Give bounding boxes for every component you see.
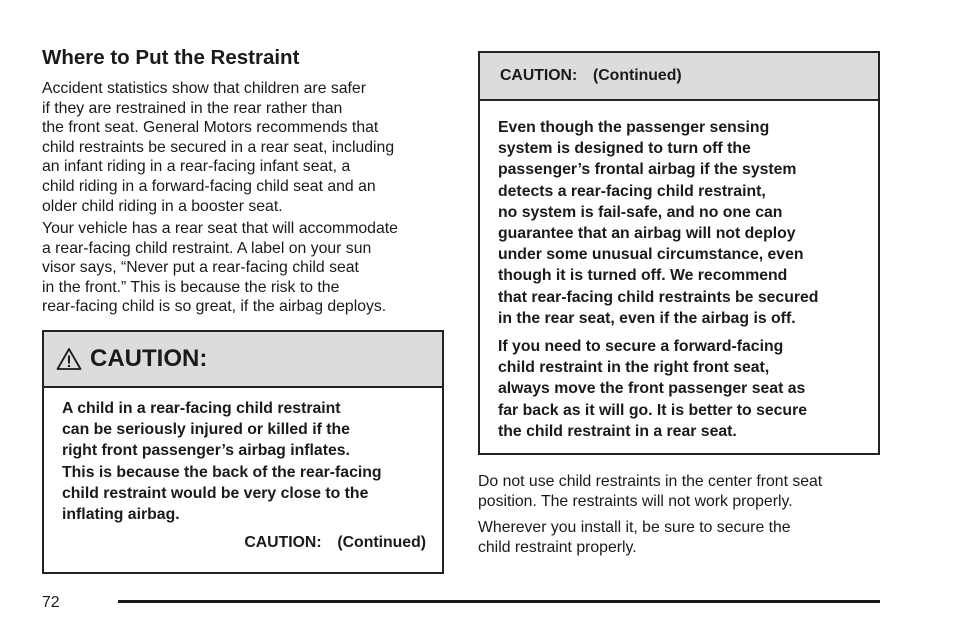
intro-paragraph [42,79,394,216]
text-line: This is because the back of the rear-facing [62,463,382,481]
text-line: position. The restraints will not work properly. [478,492,793,510]
text-line: system is designed to turn off the [498,140,751,158]
rear-seat-paragraph [42,219,398,317]
text-line: under some unusual circumstance, even [498,246,804,264]
caution-continued-body [498,117,818,442]
text-line: Wherever you install it, be sure to secure the [478,519,791,536]
text-line: the child restraint in a rear seat. [498,422,737,440]
warning-triangle-icon [56,347,82,371]
text-line: right front passenger’s airbag inflates. [62,442,350,460]
text-line: child riding in a forward-facing child seat and an [42,177,376,195]
caution-continued-box [478,51,880,455]
page-number: 72 [42,594,60,611]
text-line: in the front.” This is because the risk to the [42,278,340,296]
text-line: child restraint in the right front seat, [498,359,770,377]
text-line: Your vehicle has a rear seat that will accommodate [42,220,398,237]
caution-continued-header: CAUTION: (Continued) [480,53,878,101]
text-line: guarantee that an airbag will not deploy [498,225,796,243]
text-line: Accident statistics show that children are safer [42,80,366,97]
text-line: child restraint properly. [478,538,637,556]
text-line: If you need to secure a forward-facing [498,338,784,356]
text-line: no system is fail-safe, and no one can [498,203,783,221]
text-line: visor says, “Never put a rear-facing child seat [42,259,359,277]
footer-rule [118,600,880,603]
center-seat-paragraph [478,472,822,511]
text-line: A child in a rear-facing child restraint [62,400,341,417]
text-line: a rear-facing child restraint. A label on your sun [42,239,372,257]
install-paragraph [478,518,791,557]
text-line: an infant riding in a rear-facing infant seat, a [42,158,351,176]
text-line: though it is turned off. We recommend [498,267,788,285]
text-line: detects a rear-facing child restraint, [498,182,766,200]
text-line: child restraint would be very close to the [62,484,369,502]
text-line: Even though the passenger sensing [498,119,770,136]
text-line: in the rear seat, even if the airbag is off. [498,309,796,327]
text-line: older child riding in a booster seat. [42,197,283,215]
text-line: if they are restrained in the rear rather than [42,99,343,117]
caution-box [42,330,444,574]
caution-continued-label: CAUTION: (Continued) [244,534,426,551]
caution-header [44,332,442,388]
text-line: far back as it will go. It is better to secure [498,401,808,419]
text-line: rear-facing child is so great, if the airbag deploys. [42,298,387,316]
text-line: can be seriously injured or killed if the [62,421,350,439]
text-line: that rear-facing child restraints be secured [498,288,819,306]
section-heading: Where to Put the Restraint [42,46,300,69]
caution-title: CAUTION: [90,345,208,372]
text-line: the front seat. General Motors recommends that [42,119,379,137]
caution-body [62,398,382,525]
text-line: passenger’s frontal airbag if the system [498,161,797,179]
text-line: child restraints be secured in a rear seat, including [42,138,395,156]
text-line: Do not use child restraints in the center front seat [478,473,823,490]
text-line: inflating airbag. [62,506,180,524]
text-line: always move the front passenger seat as [498,380,806,398]
